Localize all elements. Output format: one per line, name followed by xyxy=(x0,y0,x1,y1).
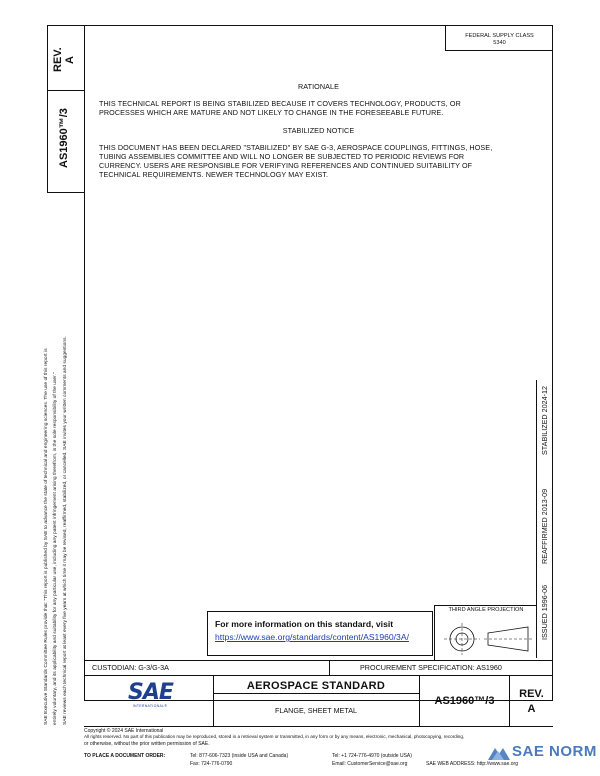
footer-rights-line2: or otherwise, without the prior written permission of SAE. xyxy=(84,740,210,747)
left-doc-number: AS1960™/3 xyxy=(58,108,70,168)
sae-logo-sub: INTERNATIONAL® xyxy=(132,704,168,708)
custodian-row-divider xyxy=(329,660,330,675)
title-doc-number: AS1960™/3 xyxy=(434,695,495,707)
left-top-border xyxy=(47,25,84,26)
title-block-divider-3 xyxy=(509,675,510,726)
title-block-top xyxy=(84,675,553,676)
part-name: FLANGE, SHEET METAL xyxy=(274,706,357,715)
rationale-text xyxy=(99,99,461,117)
stabilized-line-2: TUBING ASSEMBLIES COMMITTEE AND WILL NO LONGER BE SUBJECTED TO PERIODIC REVIEWS FOR xyxy=(99,152,465,161)
info-box-link[interactable]: https://www.sae.org/standards/content/AS1960/3A/ xyxy=(215,632,409,642)
projection-box-top xyxy=(434,605,536,606)
rationale-line-2: PROCESSES WHICH ARE MATURE AND NOT LIKELY TO CHANGE IN THE FORESEEABLE FUTURE. xyxy=(99,108,444,117)
footer-rights-line1: All rights reserved. No part of this publication may be reproduced, stored in a retrieval system or transmitted, in any form or by any means, electronic, mechanical, photocopying, recording, xyxy=(84,734,465,740)
third-angle-projection-symbol xyxy=(436,618,536,660)
footer-order-label: TO PLACE A DOCUMENT ORDER: xyxy=(84,753,166,759)
footer-tel-outside: Tel: +1 724-776-4970 (outside USA) xyxy=(332,753,412,759)
custodian: CUSTODIAN: G-3/G-3A xyxy=(92,663,169,672)
margin-note-line3: SAE reviews each technical report at least every five years at which time it may be revised, reaffirmed, stabilized, or cancelled. SAE invites your written comments and suggestions. xyxy=(63,336,68,725)
watermark-text: SAE NORM xyxy=(512,743,597,760)
projection-label: THIRD ANGLE PROJECTION xyxy=(448,607,524,613)
watermark xyxy=(482,742,600,776)
left-column-divider xyxy=(47,90,84,91)
federal-supply-class xyxy=(446,33,553,47)
rationale-line-1: THIS TECHNICAL REPORT IS BEING STABILIZED BECAUSE IT COVERS TECHNOLOGY, PRODUCTS, OR xyxy=(99,99,461,108)
left-bottom-border xyxy=(47,192,84,193)
sae-logo xyxy=(128,682,172,708)
procurement-specification: PROCUREMENT SPECIFICATION: AS1960 xyxy=(360,663,502,672)
stabilized-line-1: THIS DOCUMENT HAS BEEN DECLARED "STABILIZED" BY SAE G-3, AEROSPACE COUPLINGS, FITTINGS, HOSE, xyxy=(99,143,493,152)
stabilized-line-3: CURRENCY. USERS ARE RESPONSIBLE FOR VERIFYING REFERENCES AND CONTINUED SUITABILITY OF xyxy=(99,161,473,170)
info-box xyxy=(207,611,433,656)
standard-title: AEROSPACE STANDARD xyxy=(246,680,386,692)
projection-box-left xyxy=(434,605,435,660)
title-block-row-divider xyxy=(213,693,419,694)
margin-note-line1: SAE Executive Standards Committee Rules provide that: "This report is published by SAE to advance the state of technical and engineering sciences. The use of this report is xyxy=(44,348,49,725)
title-rev-label: REV. xyxy=(519,688,544,700)
margin-note-line2: entirely voluntary, and its applicability and suitability for any particular use, including any patent infringement arising therefrom, is the sole responsibility of the user." xyxy=(53,372,58,725)
stabilized-line-4: TECHNICAL REQUIREMENTS. NEWER TECHNOLOGY MAY EXIST. xyxy=(99,170,329,179)
header-box-bottom xyxy=(445,50,553,51)
federal-supply-class-value: 5340 xyxy=(493,40,506,46)
footer-fax: Fax: 724-776-0790 xyxy=(190,761,233,767)
info-box-title: For more information on this standard, visit xyxy=(215,619,394,629)
rationale-heading: RATIONALE xyxy=(297,82,340,91)
stabilized-heading: STABILIZED NOTICE xyxy=(282,126,355,135)
reaffirmed-date: REAFFIRMED 2013-09 xyxy=(540,488,549,564)
sae-logo-mark: SAE xyxy=(128,680,173,705)
watermark-logo-icon xyxy=(486,745,512,763)
title-rev-value: A xyxy=(527,703,536,715)
federal-supply-class-label: FEDERAL SUPPLY CLASS xyxy=(465,33,534,39)
footer-email[interactable]: Email: CustomerService@sae.org xyxy=(332,761,408,767)
title-block-bottom xyxy=(84,726,553,727)
custodian-row-top xyxy=(84,660,553,661)
left-rev-value: A xyxy=(64,56,76,64)
left-column-border xyxy=(47,25,48,193)
stabilized-date: STABILIZED 2024-12 xyxy=(540,386,549,455)
issued-date: ISSUED 1996-06 xyxy=(540,584,549,640)
date-column-border xyxy=(536,380,537,658)
left-rev-label: REV. xyxy=(52,47,64,72)
footer-web-address[interactable]: SAE WEB ADDRESS: http://www.sae.org xyxy=(426,761,518,767)
footer-copyright: Copyright © 2024 SAE International xyxy=(84,728,164,734)
footer-tel: Tel: 877-606-7323 (inside USA and Canada) xyxy=(190,753,289,759)
stabilized-text xyxy=(99,143,492,179)
